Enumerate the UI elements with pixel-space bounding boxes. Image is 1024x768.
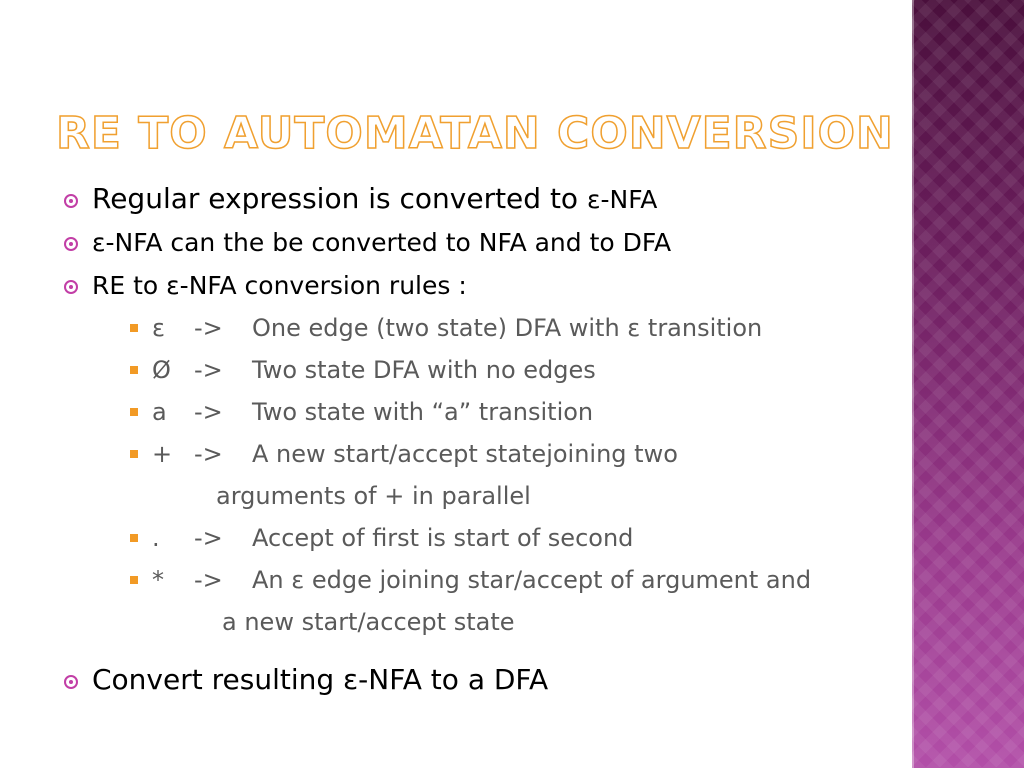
bullet-item [60, 225, 890, 258]
bullet-text: Convert resulting ε-NFA to a DFA [92, 663, 549, 696]
rule-continuation: a new start/accept state [222, 608, 515, 636]
square-bullet-icon [130, 450, 138, 458]
rule-arrow: -> [194, 524, 223, 552]
rule-description: An ε edge joining star/accept of argument and [252, 566, 812, 594]
bullet-item [60, 182, 890, 215]
rule-symbol: Ø [152, 356, 171, 384]
bullet-text: RE to ε-NFA conversion rules : [92, 271, 467, 300]
rule-symbol: ε [152, 314, 165, 342]
rule-description: Two state DFA with no edges [252, 356, 596, 384]
rule-symbol: . [152, 524, 160, 552]
rules-list [124, 307, 890, 643]
bullet-text: Regular expression is converted to [92, 182, 587, 215]
square-bullet-icon [130, 324, 138, 332]
rule-item [124, 433, 890, 475]
ring-dot-bullet-icon [64, 194, 78, 208]
rule-symbol: a [152, 398, 167, 426]
rule-continuation: arguments of + in parallel [216, 482, 531, 510]
rule-arrow: -> [194, 356, 223, 384]
rule-description: Accept of first is start of second [252, 524, 634, 552]
rule-description: A new start/accept statejoining two [252, 440, 678, 468]
square-bullet-icon [130, 576, 138, 584]
slide-body [60, 182, 890, 696]
rule-item [124, 391, 890, 433]
rule-description: Two state with “a” transition [252, 398, 594, 426]
square-bullet-icon [130, 534, 138, 542]
rule-arrow: -> [194, 314, 223, 342]
square-bullet-icon [130, 408, 138, 416]
bullet-text: ε-NFA can the be converted to NFA and to DFA [92, 228, 672, 257]
decorative-side-band [912, 0, 1024, 768]
rule-item [124, 349, 890, 391]
bullet-text-suffix: ε-NFA [586, 185, 658, 214]
rule-item [124, 307, 890, 349]
rule-symbol: * [152, 566, 164, 594]
rule-item [124, 559, 890, 601]
rule-symbol: + [152, 440, 173, 468]
bullet-item [60, 663, 890, 696]
ring-dot-bullet-icon [64, 280, 78, 294]
bullet-item [60, 268, 890, 301]
ring-dot-bullet-icon [64, 675, 78, 689]
rule-arrow: -> [194, 566, 223, 594]
rule-arrow: -> [194, 440, 223, 468]
square-bullet-icon [130, 366, 138, 374]
rule-arrow: -> [194, 398, 223, 426]
slide-title: RE TO AUTOMATAN CONVERSION [56, 108, 894, 159]
rule-description: One edge (two state) DFA with ε transition [252, 314, 763, 342]
ring-dot-bullet-icon [64, 237, 78, 251]
rule-item [124, 517, 890, 559]
